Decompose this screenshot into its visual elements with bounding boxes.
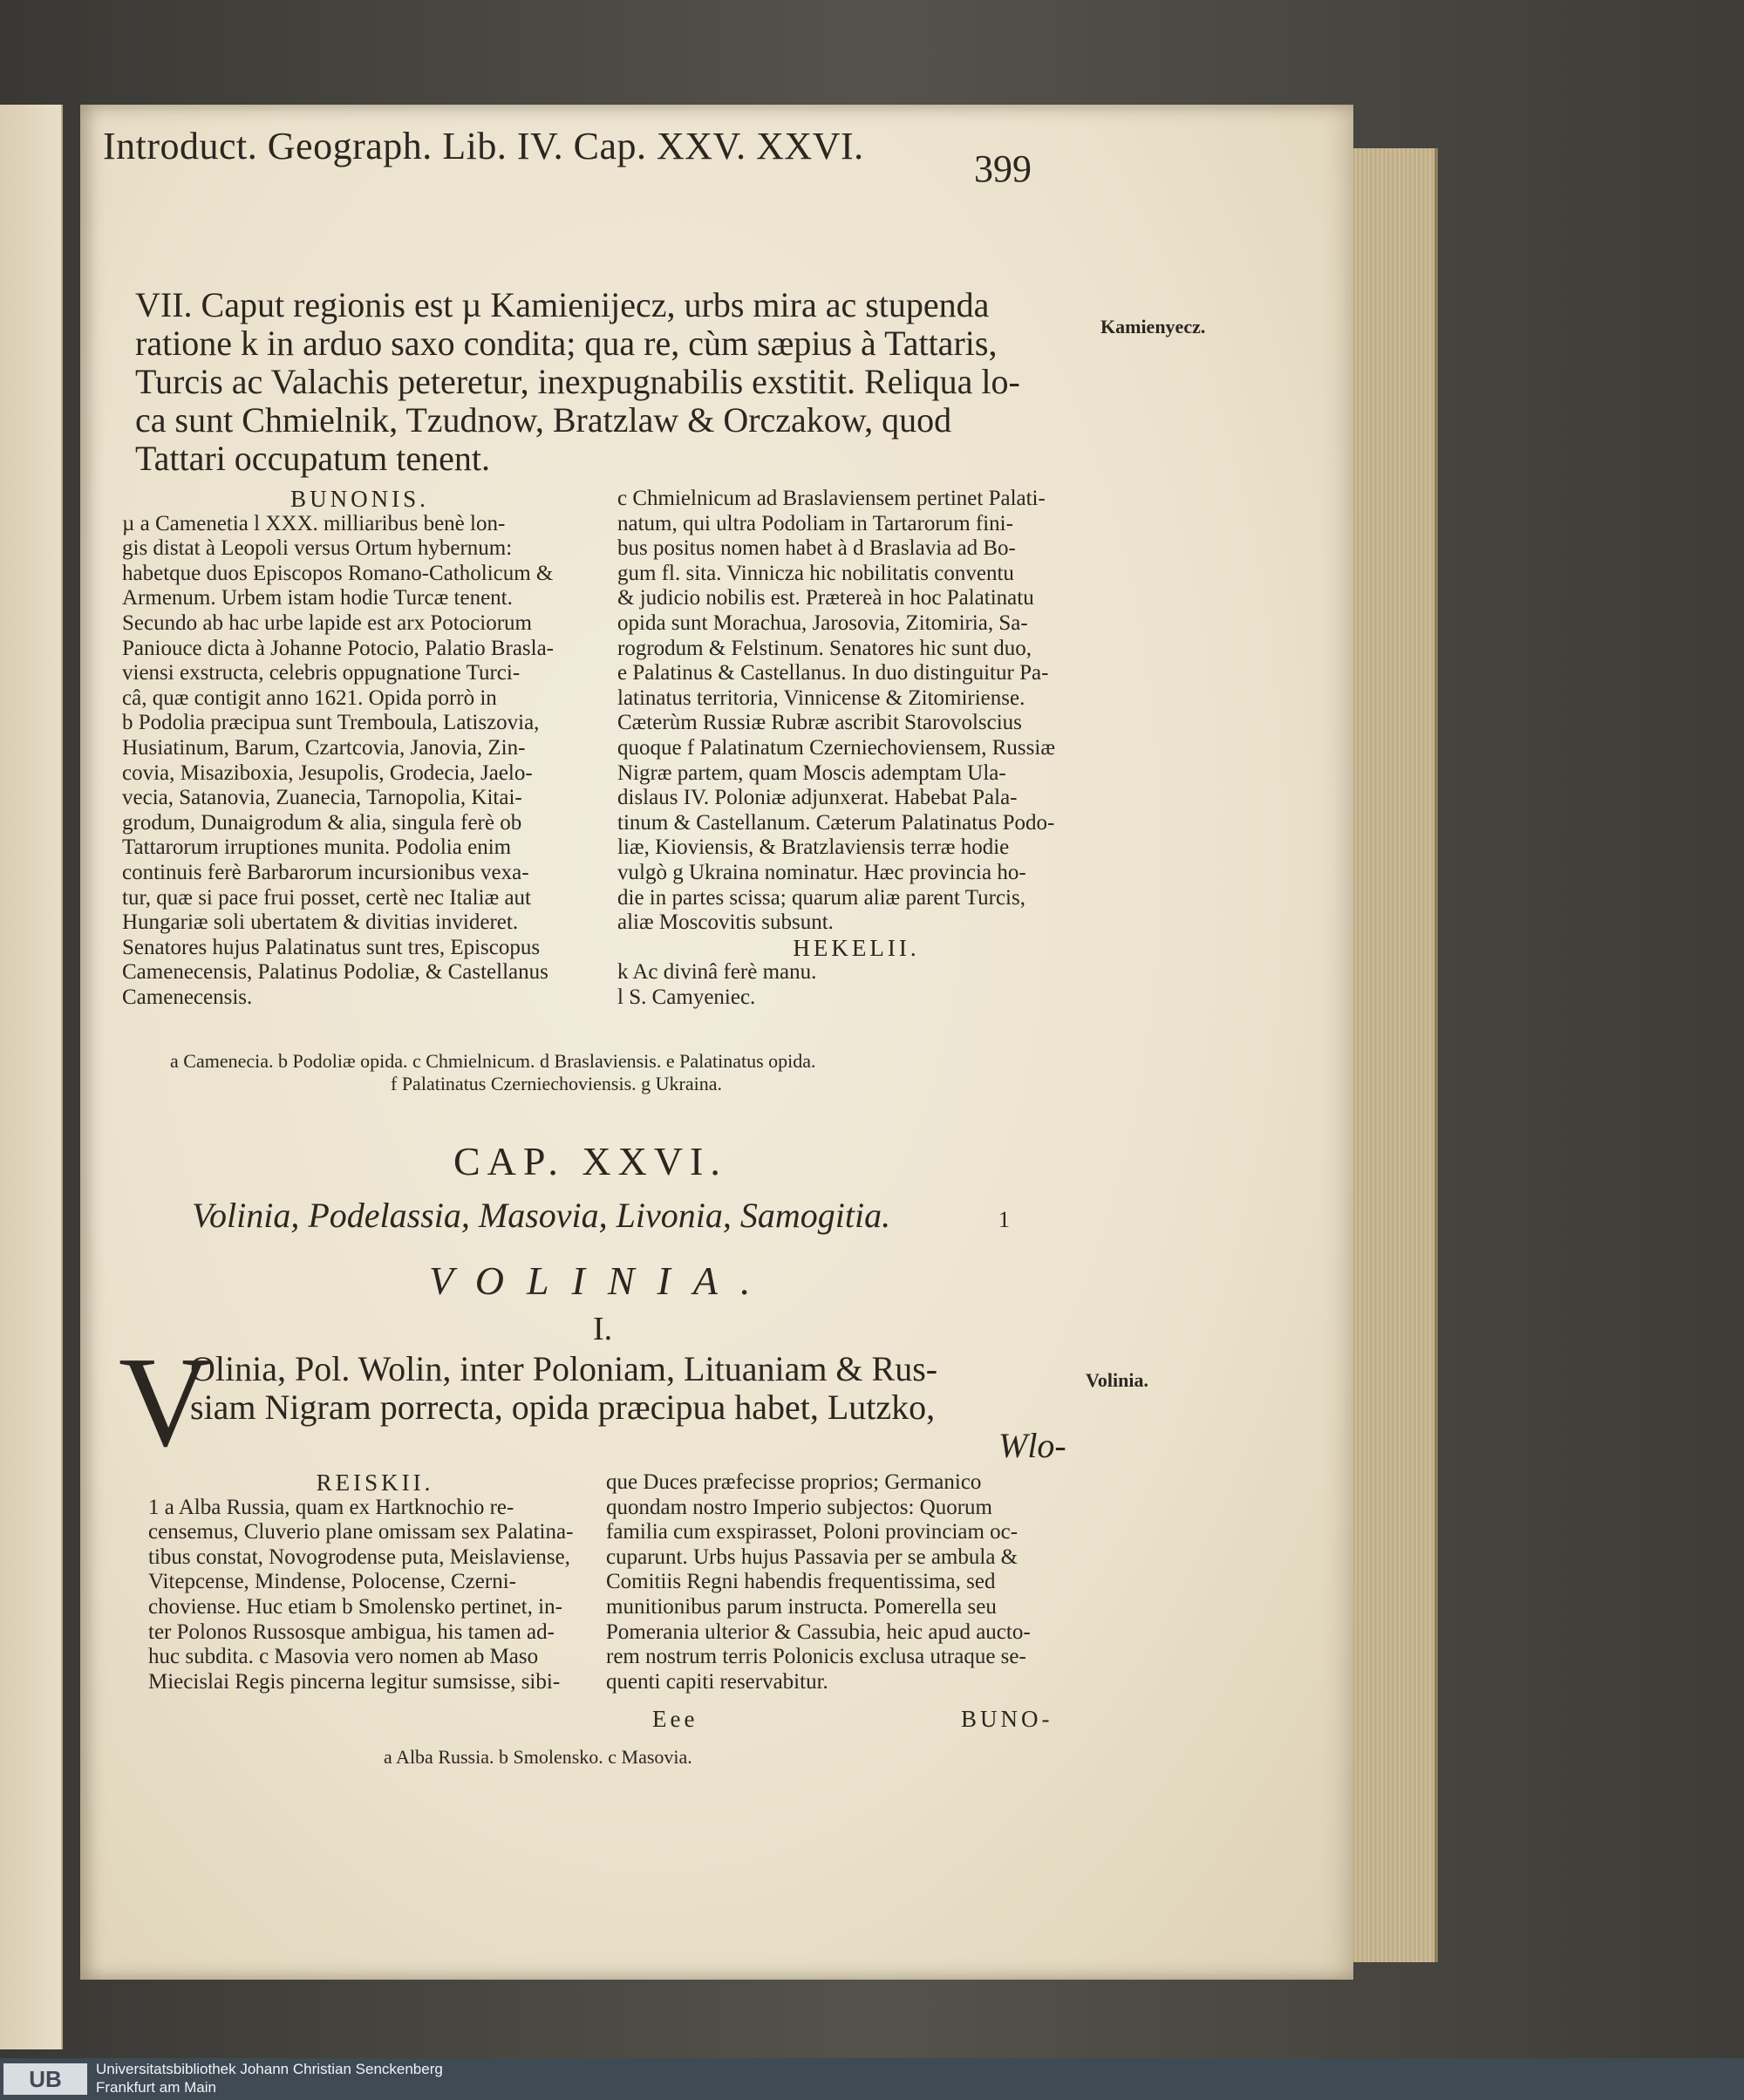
text-line: & judicio nobilis est. Prætereà in hoc Palatinatu [617, 586, 1034, 610]
text-line: Comitiis Regni habendis frequentissima, sed [606, 1570, 996, 1594]
text-line: gum fl. sita. Vinnicza hic nobilitatis conventu [617, 561, 1014, 585]
catchline: Wlo- [998, 1426, 1066, 1465]
text-line: Secundo ab hac urbe lapide est arx Potociorum [122, 610, 532, 635]
text-line: Vitepcense, Mindense, Polocense, Czerni- [148, 1570, 516, 1594]
section-title: VOLINIA. [429, 1258, 773, 1303]
text-line: Husiatinum, Barum, Czartcovia, Janovia, Zin- [122, 735, 526, 760]
text-line: tinum & Castellanum. Cæterum Palatinatus Podo- [617, 810, 1055, 835]
bunonis-lines [122, 512, 597, 1011]
text-line: Paniouce dicta à Johanne Potocio, Palatio Brasla- [122, 636, 555, 660]
main-text-line: VII. Caput regionis est µ Kamienijecz, urbs mira ac stupenda [135, 285, 990, 324]
bunonis-column [122, 487, 597, 1010]
catchword: BUNO- [961, 1706, 1053, 1732]
text-line: covia, Misaziboxia, Jesupolis, Grodecia, Jaelo- [122, 760, 533, 785]
text-line: opida sunt Morachua, Jarosovia, Zitomiria, Sa- [617, 610, 1028, 635]
text-line: latinatus territoria, Vinnicense & Zitomiriense. [617, 685, 1025, 710]
text-line: câ, quæ contigit anno 1621. Opida porrò in [122, 685, 497, 710]
reiskii-left-lines [148, 1496, 602, 1695]
text-line: e Palatinus & Castellanus. In duo distinguitur Pa- [617, 661, 1049, 685]
text-line: Nigræ partem, quam Moscis ademptam Ula- [617, 760, 1006, 785]
text-line: censemus, Cluverio plane omissam sex Palatina- [148, 1520, 574, 1544]
text-line: bus positus nomen habet à d Braslavia ad Bo- [617, 536, 1016, 561]
signature-mark: Eee [652, 1706, 698, 1732]
text-line: Armenum. Urbem istam hodie Turcæ tenent. [122, 586, 513, 610]
reiskii-heading: REISKII. [316, 1469, 434, 1496]
margin-note-kamienyecz: Kamienyecz. [1100, 316, 1206, 338]
text-line: viensi exstructa, celebris oppugnatione Turci- [122, 661, 521, 685]
text-line: b Podolia præcipua sunt Tremboula, Latiszovia, [122, 711, 540, 735]
drop-cap: V [119, 1331, 212, 1474]
text-line: grodum, Dunaigrodum & alia, singula ferè ob [122, 810, 522, 835]
text-line: dislaus IV. Poloniæ adjunxerat. Habebat Pala- [617, 786, 1018, 810]
institution-name [96, 2060, 443, 2097]
text-line: continuis ferè Barbarorum incursionibus vexa- [122, 860, 529, 884]
text-line: cuparunt. Urbs hujus Passavia per se ambula & [606, 1544, 1018, 1569]
main-text-line: ca sunt Chmielnik, Tzudnow, Bratzlaw & Orczakow, quod [135, 400, 952, 440]
section-numeral: I. [593, 1311, 613, 1347]
chapter-title: CAP. XXVI. [453, 1139, 727, 1183]
text-line: Hungariæ soli ubertatem & divitias invideret. [122, 910, 519, 935]
text-line: rogrodum & Felstinum. Senatores hic sunt duo, [617, 636, 1032, 660]
text-line: vecia, Satanovia, Zuanecia, Tarnopolia, Kitai- [122, 786, 522, 810]
text-line: vulgò g Ukraina nominatur. Hæc provincia ho- [617, 860, 1026, 884]
text-line: familia cum exspirasset, Poloni provinciam oc- [606, 1520, 1018, 1544]
reiskii-right-lines [606, 1470, 1081, 1694]
text-line: que Duces præfecisse proprios; Germanico [606, 1470, 982, 1494]
text-line: rem nostrum terris Polonicis exclusa utraque se- [606, 1645, 1026, 1669]
text-line: quondam nostro Imperio subjectos: Quorum [606, 1495, 992, 1519]
text-line: aliæ Moscovitis subsunt. [617, 910, 834, 935]
text-line: Miecislai Regis pincerna legitur sumsisse, sibi- [148, 1669, 561, 1694]
text-line: choviense. Huc etiam b Smolensko pertinet, in- [148, 1594, 562, 1619]
text-line: Senatores hujus Palatinatus sunt tres, Episcopus [122, 935, 541, 959]
previous-page-edge [0, 105, 63, 2049]
margin-note-volinia: Volinia. [1086, 1369, 1148, 1391]
text-line: gis distat à Leopoli versus Ortum hybernum: [122, 536, 513, 561]
text-line: natum, qui ultra Podoliam in Tartarorum fini- [617, 511, 1013, 535]
text-line: tibus constat, Novogrodense puta, Meislaviense, [148, 1544, 570, 1569]
bunonis-heading: BUNONIS. [290, 486, 429, 512]
institution-line-2: Frankfurt am Main [96, 2079, 216, 2096]
footnote-line: f Palatinatus Czerniechoviensis. g Ukraina. [391, 1073, 723, 1094]
text-line: die in partes scissa; quarum aliæ parent Turcis, [617, 885, 1025, 910]
text-line: Tattarorum irruptiones munita. Podolia enim [122, 835, 512, 860]
text-line: c Chmielnicum ad Braslaviensem pertinet Palati- [617, 487, 1046, 510]
text-line: huc subdita. c Masovia vero nomen ab Maso [148, 1645, 539, 1669]
text-line: munitionibus parum instructa. Pomerella seu [606, 1594, 997, 1619]
text-line: Camenecensis. [122, 985, 253, 1009]
hekelii-heading: HEKELII. [793, 934, 920, 961]
text-line: ter Polonos Russosque ambigua, his tamen ad- [148, 1619, 555, 1644]
text-line: quenti capiti reservabitur. [606, 1669, 828, 1694]
library-logo: UB [3, 2063, 87, 2095]
text-line: 1 a Alba Russia, quam ex Hartknochio re- [148, 1495, 514, 1519]
hekelii-note: l S. Camyeniec. [617, 985, 756, 1009]
running-head: Introduct. Geograph. Lib. IV. Cap. XXV. XXVI. [103, 125, 864, 167]
text-line: quoque f Palatinatum Czerniechoviensem, Russiæ [617, 735, 1055, 760]
text-line: tur, quæ si pace frui posset, certè nec Italiæ aut [122, 885, 531, 910]
main-text-line: Turcis ac Valachis peteretur, inexpugnabilis exstitit. Reliqua lo- [135, 362, 1020, 401]
institution-line-1: Universitatsbibliothek Johann Christian Senckenberg [96, 2061, 443, 2077]
right-column [617, 487, 1095, 1010]
main-text-line: ratione k in arduo saxo condita; qua re, cùm sæpius à Tattaris, [135, 324, 998, 363]
chapter-text-line: Olinia, Pol. Wolin, inter Poloniam, Lituaniam & Rus- [190, 1349, 938, 1388]
text-line: Pomerania ulterior & Cassubia, heic apud aucto- [606, 1619, 1031, 1644]
chapter-text-line: siam Nigram porrecta, opida præcipua habet, Lutzko, [190, 1388, 936, 1427]
footnote-line: a Camenecia. b Podoliæ opida. c Chmielnicum. d Braslaviensis. e Palatinatus opida. [170, 1050, 816, 1072]
right-column-lines [617, 487, 1095, 936]
reiskii-left-column [148, 1470, 602, 1694]
reiskii-right-column [606, 1470, 1081, 1694]
footnote-line: a Alba Russia. b Smolensko. c Masovia. [384, 1746, 692, 1768]
main-text-line: Tattari occupatum tenent. [135, 439, 491, 478]
chapter-subtitle: Volinia, Podelassia, Masovia, Livonia, Samogitia. [192, 1196, 891, 1235]
text-line: Camenecensis, Palatinus Podoliæ, & Castellanus [122, 960, 548, 985]
text-line: Cæterùm Russiæ Rubræ ascribit Starovolscius [617, 711, 1022, 735]
subtitle-footnote-mark: 1 [998, 1207, 1010, 1232]
text-line: liæ, Kioviensis, & Bratzlaviensis terræ hodie [617, 835, 1010, 860]
hekelii-note: k Ac divinâ ferè manu. [617, 960, 817, 985]
page-number: 399 [974, 147, 1032, 190]
text-line: habetque duos Episcopos Romano-Catholicum & [122, 561, 554, 585]
text-line: µ a Camenetia l XXX. milliaribus benè lon- [122, 511, 506, 535]
